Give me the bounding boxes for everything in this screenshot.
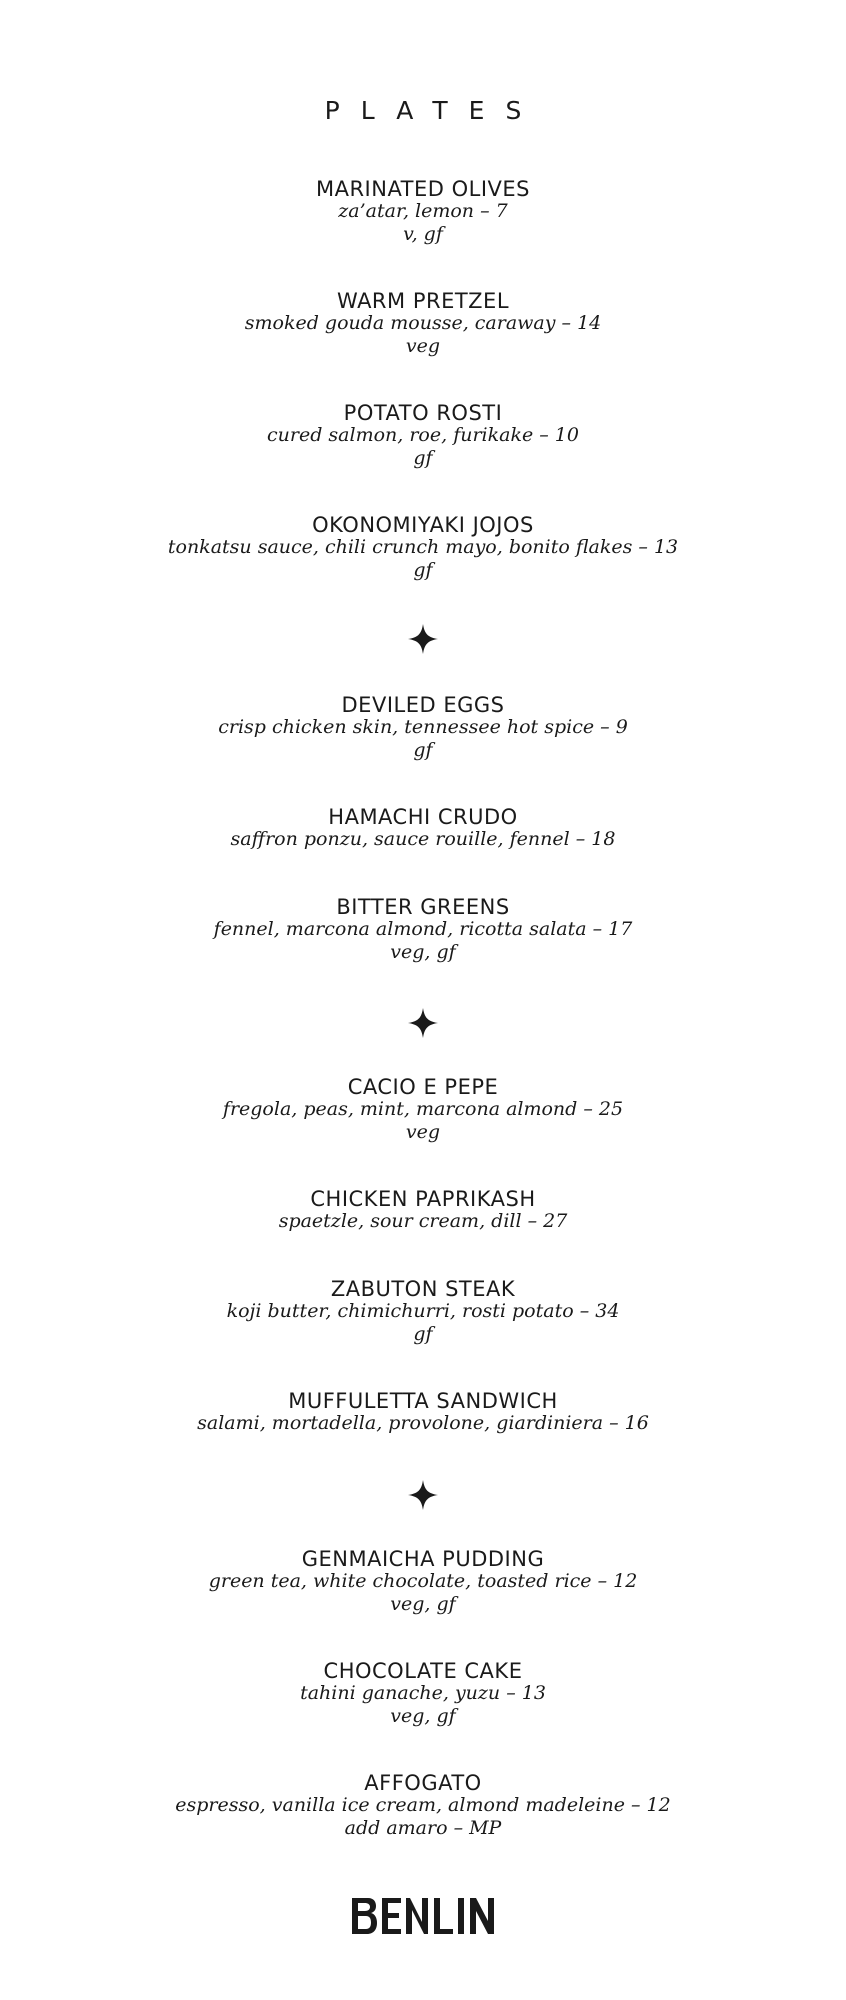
item-dietary-tags: v, gf <box>403 223 443 245</box>
menu-item <box>0 1076 846 1144</box>
item-dietary-tags: gf <box>413 739 433 761</box>
menu-item <box>0 1278 846 1346</box>
item-dietary-tags: add amaro – MP <box>344 1817 502 1839</box>
item-name: OKONOMIYAKI JOJOS <box>312 513 534 537</box>
item-description: espresso, vanilla ice cream, almond madeleine – 12 <box>175 1794 671 1816</box>
item-dietary-tags: gf <box>413 447 433 469</box>
menu-item <box>0 806 846 851</box>
item-name: AFFOGATO <box>364 1771 482 1795</box>
item-description: saffron ponzu, sauce rouille, fennel – 18 <box>230 828 616 850</box>
item-description: tonkatsu sauce, chili crunch mayo, bonito flakes – 13 <box>167 536 679 558</box>
four-point-star-icon <box>408 1480 438 1510</box>
menu-item <box>0 178 846 246</box>
item-description: spaetzle, sour cream, dill – 27 <box>278 1210 568 1232</box>
item-description: koji butter, chimichurri, rosti potato – 34 <box>226 1300 620 1322</box>
item-description: fregola, peas, mint, marcona almond – 25 <box>222 1098 624 1120</box>
item-description: salami, mortadella, provolone, giardiniera – 16 <box>197 1412 649 1434</box>
item-description: cured salmon, roe, furikake – 10 <box>267 424 579 446</box>
menu-item <box>0 1772 846 1840</box>
berlin-logo <box>350 1894 496 1938</box>
item-name: BITTER GREENS <box>336 895 510 919</box>
menu-item <box>0 1188 846 1233</box>
item-description: za’atar, lemon – 7 <box>338 200 508 222</box>
item-description: crisp chicken skin, tennessee hot spice – 9 <box>218 716 628 738</box>
item-description: fennel, marcona almond, ricotta salata – 17 <box>213 918 633 940</box>
item-description: tahini ganache, yuzu – 13 <box>300 1682 546 1704</box>
item-description: green tea, white chocolate, toasted rice – 12 <box>208 1570 638 1592</box>
menu-item <box>0 896 846 964</box>
item-dietary-tags: veg <box>405 335 441 357</box>
item-name: CHOCOLATE CAKE <box>323 1659 523 1683</box>
item-name: CHICKEN PAPRIKASH <box>310 1187 536 1211</box>
item-dietary-tags: veg, gf <box>390 941 456 963</box>
menu-item <box>0 1548 846 1616</box>
item-name: MUFFULETTA SANDWICH <box>288 1389 558 1413</box>
item-name: WARM PRETZEL <box>336 289 510 313</box>
menu-item <box>0 402 846 470</box>
menu-item <box>0 1660 846 1728</box>
four-point-star-icon <box>408 624 438 654</box>
item-dietary-tags: veg, gf <box>390 1593 456 1615</box>
item-dietary-tags: veg, gf <box>390 1705 456 1727</box>
item-dietary-tags: gf <box>413 559 433 581</box>
item-name: GENMAICHA PUDDING <box>301 1547 545 1571</box>
item-name: POTATO ROSTI <box>343 401 503 425</box>
item-name: DEVILED EGGS <box>341 693 505 717</box>
item-name: CACIO E PEPE <box>347 1075 499 1099</box>
menu-item <box>0 694 846 762</box>
item-name: MARINATED OLIVES <box>315 177 531 201</box>
menu-item <box>0 1390 846 1435</box>
item-dietary-tags: veg <box>405 1121 441 1143</box>
item-name: ZABUTON STEAK <box>330 1277 516 1301</box>
item-dietary-tags: gf <box>413 1323 433 1345</box>
item-name: HAMACHI CRUDO <box>328 805 518 829</box>
item-description: smoked gouda mousse, caraway – 14 <box>244 312 602 334</box>
menu-title: PLATES <box>324 96 543 125</box>
menu-item <box>0 514 846 582</box>
four-point-star-icon <box>408 1008 438 1038</box>
menu-item <box>0 290 846 358</box>
